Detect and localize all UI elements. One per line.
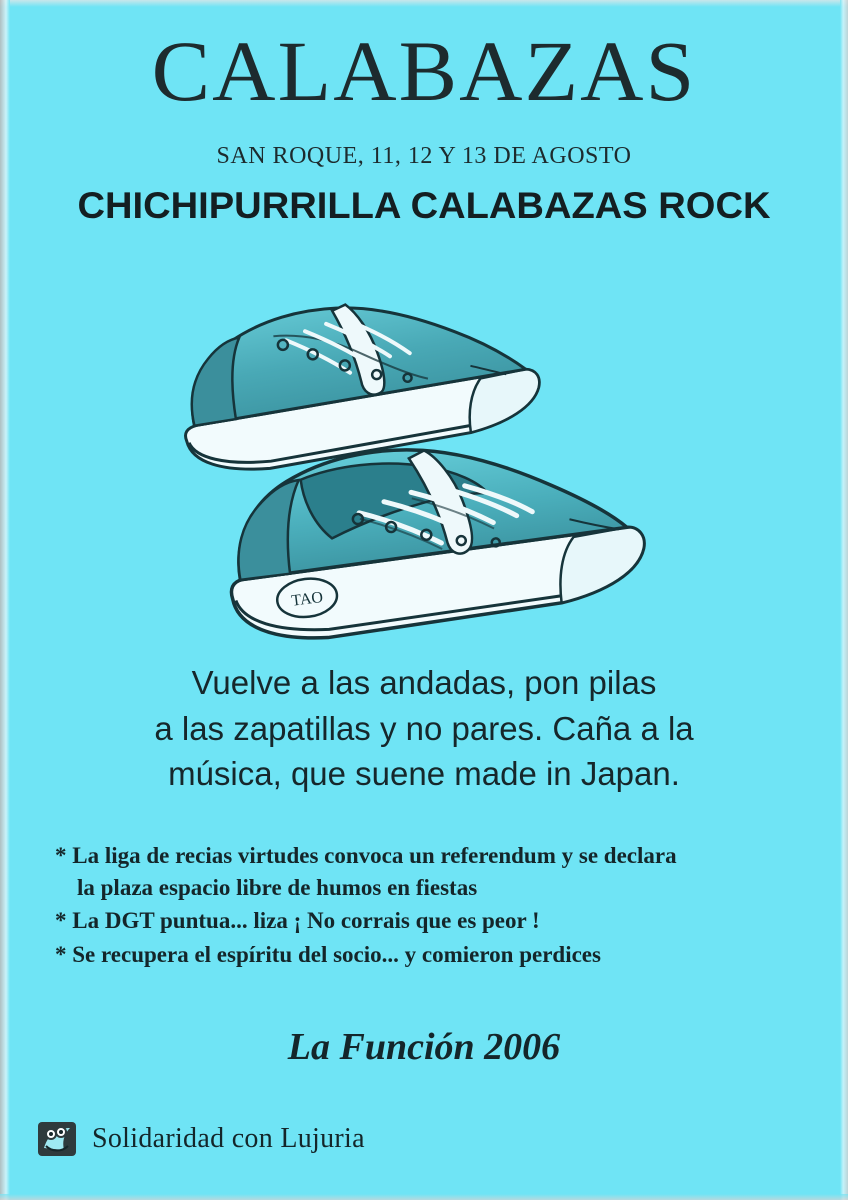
list-item <box>55 840 808 903</box>
bullet-marker: * <box>55 908 67 934</box>
sneakers-illustration <box>150 255 710 655</box>
scan-edge-top <box>0 0 848 7</box>
poster-footer <box>34 1116 365 1162</box>
poster-title: CALABAZAS <box>151 23 697 119</box>
bullet-marker: * <box>55 942 67 968</box>
poster-band-title: CHICHIPURRILLA CALABAZAS ROCK <box>77 185 771 226</box>
poster-signature: La Función 2006 <box>287 1026 561 1068</box>
slogan-line-2: a las zapatillas y no pares. Caña a la <box>154 709 694 747</box>
slogan-line-1: Vuelve a las andadas, pon pilas <box>191 664 657 701</box>
bullet-text: La liga de recias virtudes convoca un referendum y se declara <box>72 843 677 868</box>
shoe-brand-text: TAO <box>290 588 325 610</box>
bullet-text: La DGT puntua... liza ¡ No corrais que es peor ! <box>72 908 540 934</box>
bullet-text: Se recupera el espíritu del socio... y comieron perdices <box>72 942 601 968</box>
poster-slogan <box>60 660 788 797</box>
bullet-marker: * <box>55 843 67 868</box>
footer-text: Solidaridad con Lujuria <box>92 1123 365 1154</box>
slogan-line-3: música, que suene made in Japan. <box>168 755 680 793</box>
bullet-text-continued: la plaza espacio libre de humos en fiestas <box>77 874 478 900</box>
poster-bullet-list <box>55 840 808 973</box>
scan-edge-bottom <box>0 1194 848 1200</box>
scan-edge-right <box>840 0 848 1200</box>
frog-logo-icon <box>34 1116 80 1162</box>
poster-subtitle: SAN ROQUE, 11, 12 Y 13 DE AGOSTO <box>216 143 632 169</box>
scan-edge-left <box>0 0 10 1200</box>
list-item <box>55 905 808 937</box>
list-item <box>55 939 808 971</box>
